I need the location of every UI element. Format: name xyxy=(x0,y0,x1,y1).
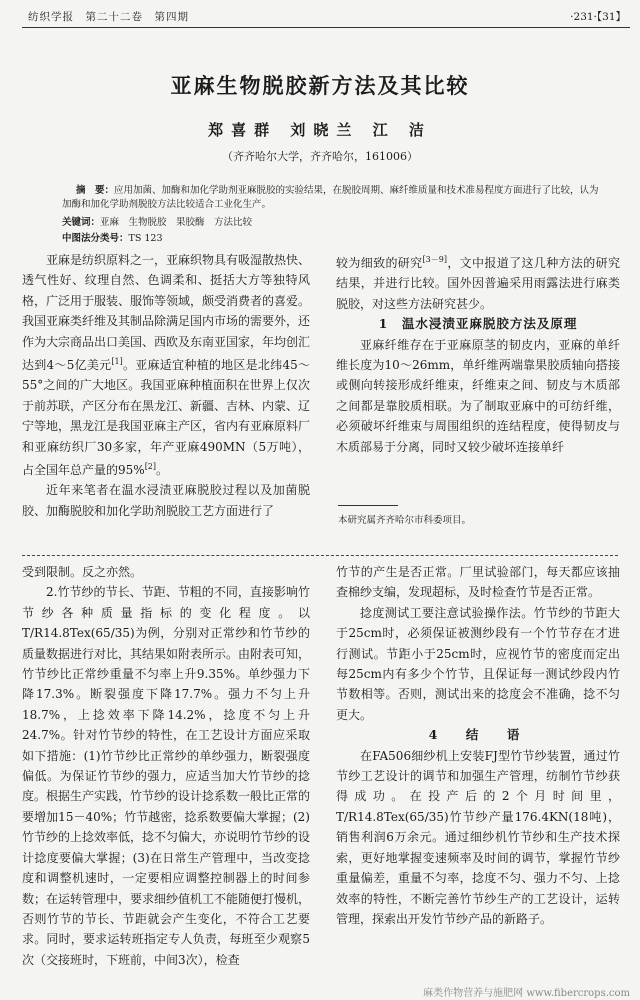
intro-paragraph-1: 亚麻是纺织原料之一，亚麻织物具有吸湿散热快、透气性好、纹理自然、色调柔和、挺括大方等独特风格，广泛用于服装、服饰等领域，颇受消费者的喜爱。我国亚麻类纤维及其制品除满足国内市场的需要外，还作为大宗商品出口美国、西欧及东南亚国家，年均创汇达到4～5亿美元[1]。亚麻适宜种植的地区是北纬45～55°之间的广大地区。我国亚麻种植面积在世界上仅次于前苏联，产区分布在黑龙江、新疆、吉林、内蒙、辽宁等地，黑龙江是我国亚麻主产区，省内有亚麻原料厂和亚麻纺织厂30多家，年产亚麻490MN（5万吨），占全国年总产量的95%[2]。 xyxy=(22,253,311,478)
upper-left-column xyxy=(22,250,310,521)
watermark: 麻类作物营养与施肥网 www.fibercrops.com xyxy=(423,988,630,999)
keywords-text: 亚麻 生物脱胶 果胶酶 方法比较 xyxy=(100,217,253,228)
footnote-rule xyxy=(338,505,398,506)
lower-left-column xyxy=(22,562,310,970)
intro-paragraph-2: 近年来笔者在温水浸渍亚麻脱胶过程以及加菌脱胶、加酶脱胶和加化学助剂脱胶工艺方面进行了 xyxy=(22,483,310,518)
keywords-label: 关键词： xyxy=(62,217,101,228)
page-number: ·231·【31】 xyxy=(570,11,626,23)
section-heading-1: 1 温水浸渍亚麻脱胶方法及原理 xyxy=(378,316,578,332)
article-affiliation: （齐齐哈尔大学，齐齐哈尔，161006） xyxy=(222,150,418,163)
page-cut-line xyxy=(22,555,618,556)
upper-right-column xyxy=(336,250,620,457)
lower-right-paragraph-1: 捻度测试工要注意试验操作法。竹节纱的节距大于25cm时，必须保证被测纱段有一个竹节存在才进行测试。节距小于25cm时，应视竹节的密度而定出每25cm内有多少个竹节，且保证每一测试纱段内竹节数相等。否则，测试出来的捻度会不准确，捻不匀更大。 xyxy=(336,605,620,722)
intro-paragraph-cont: 较为细致的研究[3－9]，文中报道了这几种方法的研究结果，并进行比较。国外因普遍采用雨露法进行麻类脱胶，对这些方法研究甚少。 xyxy=(336,255,620,311)
abstract-text: 应用加菌、加酶和加化学助剂亚麻脱胶的实验结果，在脱胶周期、麻纤维质量和技术准易程度方面进行了比较，认为加酶和加化学助剂脱胶方法比较适合工业化生产。 xyxy=(62,185,599,210)
lower-left-paragraph-1: 2.竹节纱的节长、节距、节粗的不同，直接影响竹节纱各种质量指标的变化程度。以T/R14.8Tex(65/35)为例，分别对正常纱和竹节纱的质量数据进行对比，其结果如附表所示。由附表可知，竹节纱比正常纱重量不匀率上升9.35%。单纱强力下降17.3%。断裂强度下降17.7%。强力不匀上升18.7%，上捻效率下降14.2%，捻度不匀上升24.7%。针对竹节纱的特性，在工艺设计方面应采取如下措施：(1)竹节纱比正常纱的单纱强力，断裂强度偏低。为保证竹节纱的强力，应适当加大竹节纱的捻度。根据生产实践，竹节纱的设计捻系数一般比正常的要增加15－40%；竹节越密，捻系数要偏大掌握；(2)竹节纱的上捻效率低，捻不匀偏大，亦说明竹节纱的设计捻度要偏大掌握；(3)在日常生产管理中，当改变捻度和调整机速时，一定要相应调整控制器上的时间参数；在运转管理中，要求细纱值机工不能随便打慢机，否则竹节的节长、节距就会产生变化，不符合工艺要求。同时，要求运转班指定专人负责，每班至少观察5次（交接班时，下班前，中间3次），检查 xyxy=(22,585,311,967)
section1-paragraph: 亚麻纤维存在于亚麻原茎的韧皮内，亚麻的单纤维长度为10～26mm，单纤维两端靠果胶质轴向搭接或侧向转接形成纤维束，纤维束之间、韧皮与木质部之间都是靠胶质相联。为了制取亚麻中的可纺纤维，必须破坏纤维束与周围组织的连结程度，使得韧皮与木质部易于分离，同时又较少破坏连接单纤 xyxy=(336,337,620,454)
conclusion-paragraph: 在FA506细纱机上安装FJ型竹节纱装置，通过竹节纱工艺设计的调节和加强生产管理，纺制竹节纱获得成功。在投产后的2个月时间里，T/R14.8Tex(65/35)竹节纱产量176.4KN(18吨)，销售利润6万余元。通过细纱机竹节纱和生产技术探索，更好地掌握变速频率及时间的调节，掌握竹节纱重量偏差，重量不匀率，捻度不匀、强力不匀、上捻效率的特性，不断完善竹节纱生产的工艺设计，运转管理，探索出开发竹节纱产品的新路子。 xyxy=(336,748,620,926)
section-heading-4: 4 结 语 xyxy=(428,727,528,743)
classification-text: TS 123 xyxy=(128,233,163,244)
keywords xyxy=(62,214,252,228)
header-rule xyxy=(22,27,630,28)
classification xyxy=(62,230,163,244)
running-header-journal: 纺织学报 第二十二卷 第四期 xyxy=(28,11,189,23)
lower-right-paragraph-0: 竹节的产生是否正常。厂里试验部门，每天都应该抽查棉纱支编，发现超标，及时检查竹节是否正常。 xyxy=(336,565,620,600)
lower-right-column xyxy=(336,562,620,929)
abstract xyxy=(62,184,607,212)
abstract-label: 摘 要： xyxy=(76,185,115,196)
classification-label: 中图法分类号： xyxy=(62,233,129,244)
article-title: 亚麻生物脱胶新方法及其比较 xyxy=(170,73,470,98)
footnote: 本研究属齐齐哈尔市科委项目。 xyxy=(338,515,472,526)
article-authors: 郑喜群 刘晓兰 江 洁 xyxy=(208,121,432,139)
lower-left-paragraph-0: 受到限制。反之亦然。 xyxy=(22,565,143,579)
